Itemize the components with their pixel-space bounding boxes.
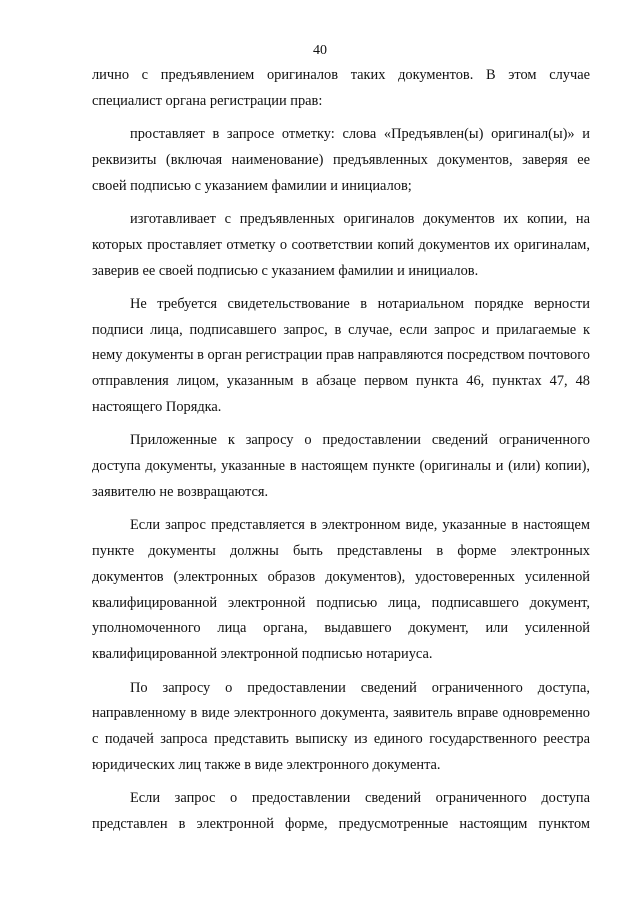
- paragraph-continuation: лично с предъявлением оригиналов таких документов. В этом случае специалист органа регистрации прав:: [92, 67, 590, 109]
- paragraph: проставляет в запросе отметку: слова «Предъявлен(ы) оригинал(ы)» и реквизиты (включая наименование) предъявленных документов, заверяя ее своей подписью с указанием фамилии и инициалов;: [92, 126, 590, 194]
- paragraph: Приложенные к запросу о предоставлении сведений ограниченного доступа документы, указанные в настоящем пункте (оригиналы и (или) копии), заявителю не возвращаются.: [92, 432, 590, 500]
- paragraph-partial: Если запрос о предоставлении сведений ограниченного доступа представлен в электронной форме, предусмотренные настоящим пунктом: [92, 790, 590, 833]
- paragraph: Если запрос представляется в электронном виде, указанные в настоящем пункте документы должны быть представлены в форме электронных документов (электронных образов документов), удостоверенных усиленной квалифицированной электронной подписью лица, подписавшего документ, уполномоченного лица органа, выдавшего документ, или усиленной квалифицированной электронной подписью нотариуса.: [92, 517, 590, 663]
- document-body: [92, 63, 590, 845]
- page-number: 40: [313, 43, 327, 58]
- paragraph: Не требуется свидетельствование в нотариальном порядке верности подписи лица, подписавшего запрос, в случае, если запрос и прилагаемые к нему документы в орган регистрации прав направляются посредством почтового отправления лицом, указанным в абзаце первом пункта 46, пунктах 47, 48 настоящего Порядка.: [92, 295, 590, 416]
- paragraph: По запросу о предоставлении сведений ограниченного доступа, направленному в виде электронного документа, заявитель вправе одновременно с подачей запроса представить выписку из единого государственного реестра юридических лиц также в виде электронного документа.: [92, 679, 590, 773]
- paragraph: изготавливает с предъявленных оригиналов документов их копии, на которых проставляет отметку о соответствии копий документов их оригиналам, заверив ее своей подписью с указанием фамилии и инициалов.: [92, 210, 590, 279]
